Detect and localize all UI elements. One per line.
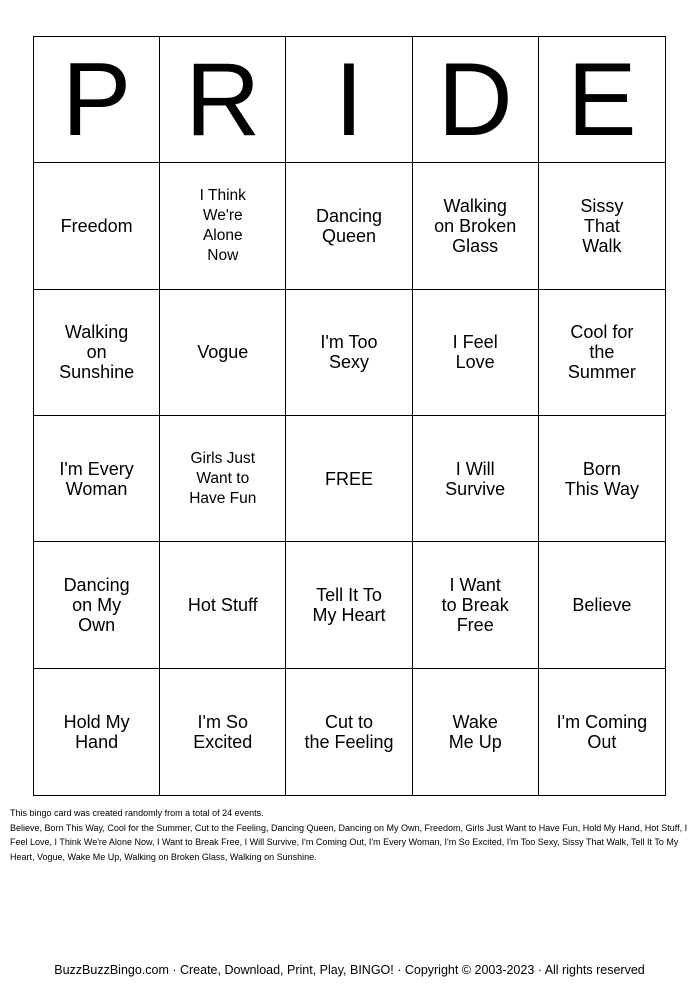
- cell-label: Sissy That Walk: [580, 195, 624, 256]
- bingo-cell: [539, 669, 665, 795]
- info-event-list: Believe, Born This Way, Cool for the Summer, Cut to the Feeling, Dancing Queen, Dancing on My Own, Freedom, Girls Just Want to Have Fun, Hold My Hand, Hot Stuff, I Feel Love, I Think We're Alone Now, I Want to Break Free, I Will Survive, I'm Coming Out, I'm Every Woman, I'm So Excited, I'm Too Sexy, Sissy That Walk, Tell It To My Heart, Vogue, Wake Me Up, Walking on Broken Glass, Walking on Sunshine.: [10, 822, 688, 862]
- cell-label: Cool for the Summer: [567, 322, 636, 383]
- footer-copyright: BuzzBuzzBingo.com · Create, Download, Print, Play, BINGO! · Copyright © 2003-2023 · All rights reserved: [54, 963, 645, 977]
- bingo-cell: [413, 163, 539, 289]
- cell-label: I'm Coming Out: [556, 711, 648, 752]
- free-cell: [286, 416, 412, 542]
- cell-label: I'm So Excited: [193, 711, 253, 752]
- cell-label: Dancing Queen: [315, 205, 383, 246]
- cell-label: Dancing on My Own: [63, 574, 130, 635]
- bingo-cell: [539, 416, 665, 542]
- bingo-cell: [286, 542, 412, 668]
- bingo-cell: [160, 290, 286, 416]
- header-cell-e: [539, 37, 665, 163]
- cell-label: I Think We're Alone Now: [199, 186, 246, 264]
- bingo-cell: [539, 542, 665, 668]
- header-cell-d: [413, 37, 539, 163]
- cell-label: I Will Survive: [445, 458, 506, 499]
- header-letter: I: [334, 41, 364, 158]
- bingo-cell: [286, 163, 412, 289]
- cell-label: Hold My Hand: [63, 711, 130, 752]
- cell-label: Walking on Sunshine: [59, 322, 135, 383]
- bingo-cell: [34, 163, 160, 289]
- header-cell-i: [286, 37, 412, 163]
- bingo-cell: [34, 416, 160, 542]
- bingo-cell: [160, 163, 286, 289]
- header-letter: R: [185, 41, 261, 158]
- cell-label: Girls Just Want to Have Fun: [189, 449, 257, 507]
- bingo-cell: [160, 416, 286, 542]
- cell-label: I'm Every Woman: [59, 458, 134, 499]
- cell-label: Believe: [572, 594, 632, 615]
- bingo-cell: [34, 290, 160, 416]
- info-summary: This bingo card was created randomly from a total of 24 events.: [10, 808, 264, 818]
- bingo-cell: [160, 669, 286, 795]
- cell-label: Vogue: [197, 342, 249, 363]
- bingo-card: [33, 36, 666, 796]
- bingo-cell: [34, 542, 160, 668]
- cell-label: I Want to Break Free: [441, 574, 509, 635]
- cell-label: Born This Way: [564, 458, 640, 499]
- cell-label: Wake Me Up: [448, 711, 502, 752]
- bingo-cell: [160, 542, 286, 668]
- bingo-cell: [413, 416, 539, 542]
- cell-label: Hot Stuff: [187, 594, 258, 615]
- header-letter: P: [61, 41, 132, 158]
- bingo-cell: [413, 542, 539, 668]
- cell-label: Freedom: [60, 215, 133, 236]
- bingo-cell: [286, 290, 412, 416]
- bingo-cell: [286, 669, 412, 795]
- header-letter: D: [437, 41, 513, 158]
- bingo-cell: [539, 290, 665, 416]
- card-info: [10, 806, 690, 864]
- bingo-cell: [413, 669, 539, 795]
- header-cell-p: [34, 37, 160, 163]
- cell-label: I'm Too Sexy: [320, 332, 378, 373]
- cell-label: Walking on Broken Glass: [434, 195, 517, 256]
- cell-label: Cut to the Feeling: [304, 711, 394, 752]
- cell-label: Tell It To My Heart: [312, 584, 386, 625]
- cell-label: I Feel Love: [452, 332, 498, 373]
- bingo-cell: [34, 669, 160, 795]
- header-cell-r: [160, 37, 286, 163]
- free-label: FREE: [324, 468, 373, 489]
- bingo-cell: [539, 163, 665, 289]
- bingo-cell: [413, 290, 539, 416]
- header-letter: E: [567, 41, 637, 158]
